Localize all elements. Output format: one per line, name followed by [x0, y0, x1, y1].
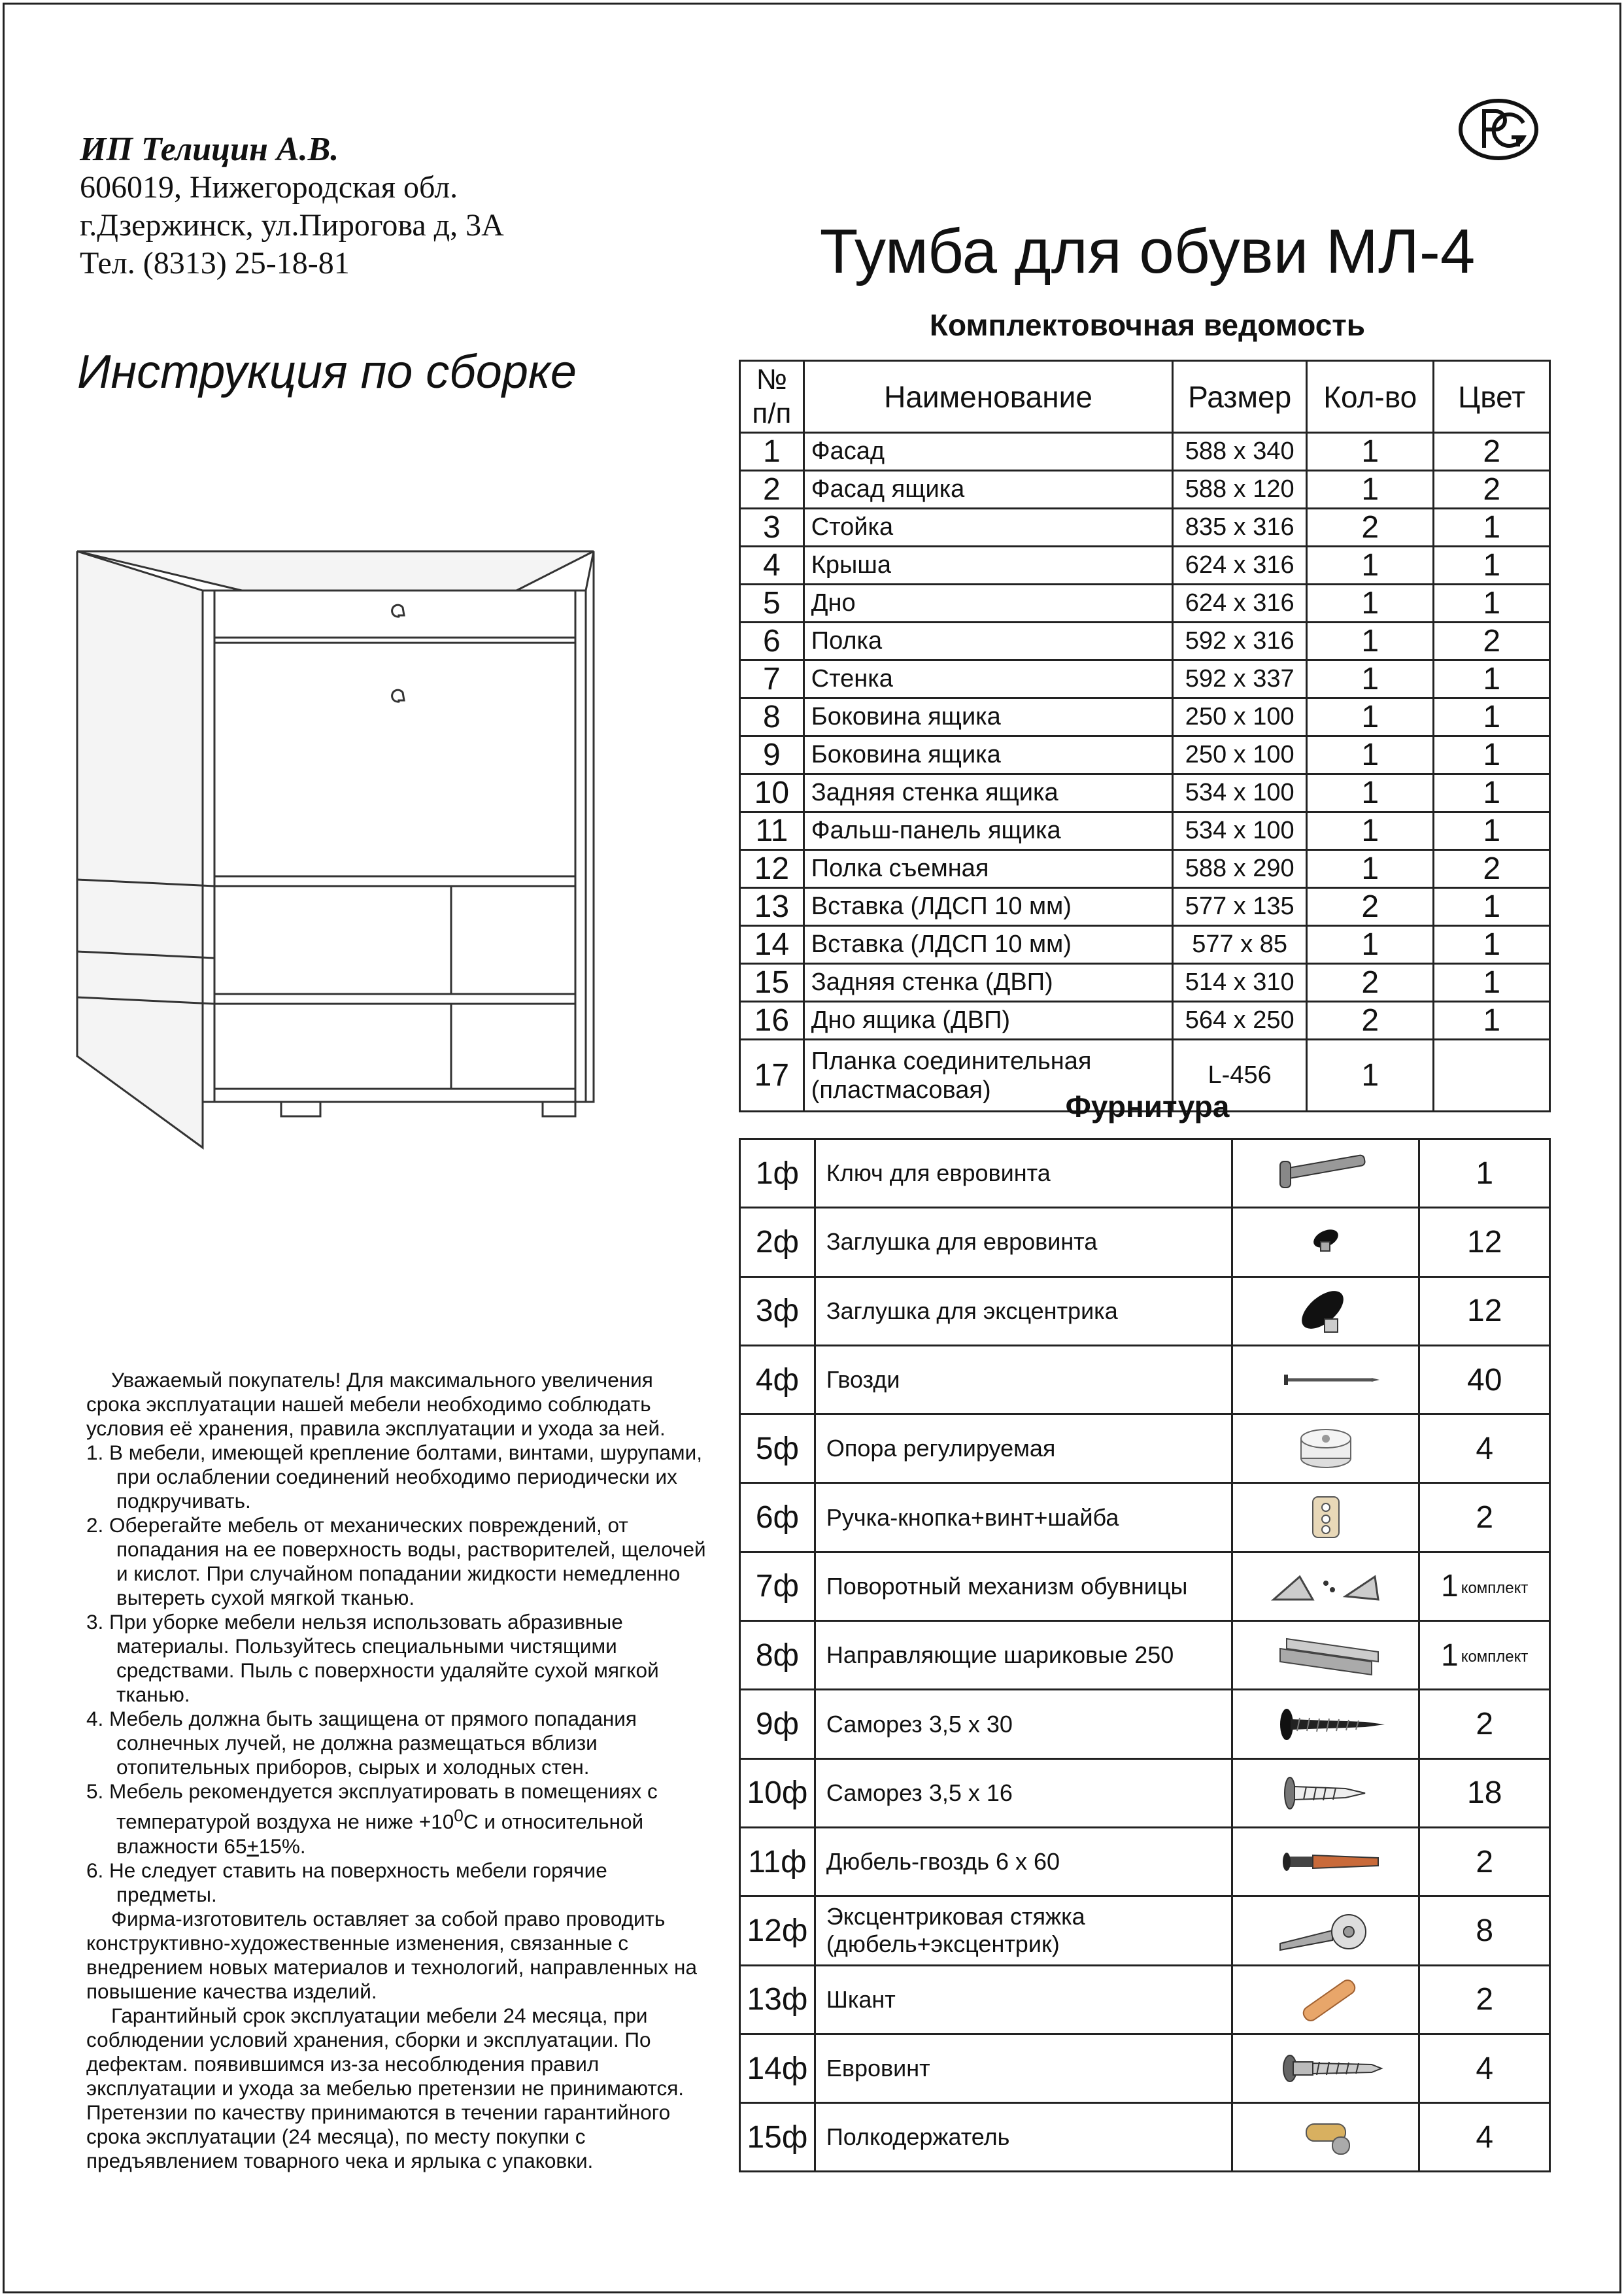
- hardware-qty: 8: [1419, 1896, 1550, 1965]
- hardware-code: 6ф: [740, 1483, 815, 1552]
- part-num: 16: [740, 1002, 804, 1040]
- hardware-title: Фурнитура: [1065, 1089, 1230, 1123]
- part-size: 588 х 120: [1173, 471, 1307, 509]
- hardware-image: [1232, 1208, 1419, 1277]
- table-row: [740, 2034, 1550, 2102]
- table-row: [740, 1965, 1550, 2034]
- hardware-image: [1232, 1621, 1419, 1690]
- euro-screw-icon: [1260, 2042, 1391, 2095]
- part-color: 1: [1434, 812, 1550, 850]
- table-row: [740, 1002, 1550, 1040]
- instruction-title: Инструкция по сборке: [77, 346, 577, 398]
- part-color: 1: [1434, 1002, 1550, 1040]
- knob-handle-icon: [1260, 1492, 1391, 1544]
- screw-short-icon: [1260, 1767, 1391, 1819]
- part-num: 15: [740, 964, 804, 1002]
- table-row: [740, 660, 1550, 698]
- part-size: 250 х 100: [1173, 698, 1307, 736]
- company-address-line2: г.Дзержинск, ул.Пирогова д, 3А: [80, 208, 504, 243]
- part-qty: 1: [1307, 585, 1434, 623]
- hardware-name: Направляющие шариковые 250: [815, 1621, 1232, 1690]
- hardware-code: 9ф: [740, 1690, 815, 1758]
- certification-mark-icon: [1453, 97, 1544, 162]
- hardware-name: Саморез 3,5 х 16: [815, 1758, 1232, 1827]
- part-name: Крыша: [804, 547, 1173, 585]
- pivot-mechanism-icon: [1260, 1560, 1391, 1613]
- table-row: [740, 1139, 1550, 1208]
- parts-table: [739, 360, 1551, 1112]
- part-num: 10: [740, 774, 804, 812]
- hardware-image: [1232, 1758, 1419, 1827]
- care-item: 3. При уборке мебели нельзя использовать абразивные материалы. Пользуйтесь специальными чистящими средствами. Пыль с поверхности удаляйте сухой мягкой тканью.: [86, 1610, 659, 1706]
- part-size: 588 х 340: [1173, 433, 1307, 471]
- table-row: [740, 1621, 1550, 1690]
- part-num: 12: [740, 850, 804, 888]
- part-qty: 1: [1307, 698, 1434, 736]
- part-color: 2: [1434, 433, 1550, 471]
- part-color: 1: [1434, 660, 1550, 698]
- table-row: [740, 1345, 1550, 1414]
- table-row: [740, 736, 1550, 774]
- part-size: 250 х 100: [1173, 736, 1307, 774]
- hardware-name: Шкант: [815, 1965, 1232, 2034]
- part-qty: 1: [1307, 812, 1434, 850]
- hardware-name: Ключ для евровинта: [815, 1139, 1232, 1208]
- part-name: Фасад ящика: [804, 471, 1173, 509]
- care-item-6: 6. Не следует ставить на поверхность мебели горячие предметы.: [86, 1858, 607, 1906]
- part-size: 835 х 316: [1173, 509, 1307, 547]
- part-num: 4: [740, 547, 804, 585]
- part-num: 2: [740, 471, 804, 509]
- hardware-image: [1232, 1827, 1419, 1896]
- hardware-code: 12ф: [740, 1896, 815, 1965]
- adjustable-foot-icon: [1260, 1422, 1391, 1475]
- part-qty: 1: [1307, 774, 1434, 812]
- header-color: Цвет: [1434, 361, 1550, 433]
- hardware-table: [739, 1138, 1551, 2172]
- hardware-name: Поворотный механизм обувницы: [815, 1552, 1232, 1620]
- hardware-image: [1232, 1139, 1419, 1208]
- part-name: Дно ящика (ДВП): [804, 1002, 1173, 1040]
- hardware-qty: 2: [1419, 1827, 1550, 1896]
- hardware-image: [1232, 1414, 1419, 1483]
- part-qty: 2: [1307, 888, 1434, 926]
- table-row: [740, 585, 1550, 623]
- large-cap-icon: [1260, 1285, 1391, 1337]
- care-item: 4. Мебель должна быть защищена от прямого попадания солнечных лучей, не должна размещаться вблизи отопительных приборов, сырых и холодных стен.: [86, 1707, 637, 1779]
- part-name: Дно: [804, 585, 1173, 623]
- hardware-code: 1ф: [740, 1139, 815, 1208]
- hardware-name: Гвозди: [815, 1345, 1232, 1414]
- part-color: 1: [1434, 964, 1550, 1002]
- part-size: 564 х 250: [1173, 1002, 1307, 1040]
- header-num: № п/п: [740, 361, 804, 433]
- part-name: Фасад: [804, 433, 1173, 471]
- header-size: Размер: [1173, 361, 1307, 433]
- cam-lock-icon: [1260, 1904, 1391, 1957]
- product-title: Тумба для обуви МЛ-4: [819, 216, 1476, 286]
- part-qty: 2: [1307, 509, 1434, 547]
- care-instructions: [86, 1368, 707, 2173]
- part-qty: 1: [1307, 433, 1434, 471]
- part-num: 8: [740, 698, 804, 736]
- care-item: 1. В мебели, имеющей крепление болтами, винтами, шурупами, при ослаблении соединений необходимо периодически их подкручивать.: [86, 1441, 702, 1513]
- part-num: 17: [740, 1040, 804, 1112]
- part-num: 14: [740, 926, 804, 964]
- hardware-qty: 4: [1419, 2034, 1550, 2102]
- part-color: 1: [1434, 774, 1550, 812]
- hardware-qty: 2: [1419, 1690, 1550, 1758]
- nail-icon: [1260, 1354, 1391, 1406]
- hardware-name: Дюбель-гвоздь 6 х 60: [815, 1827, 1232, 1896]
- hardware-name: Заглушка для эксцентрика: [815, 1277, 1232, 1345]
- part-name: Стойка: [804, 509, 1173, 547]
- part-qty: 1: [1307, 1040, 1434, 1112]
- hardware-code: 5ф: [740, 1414, 815, 1483]
- hardware-qty: 2: [1419, 1483, 1550, 1552]
- part-size: 577 х 135: [1173, 888, 1307, 926]
- part-size: 592 х 316: [1173, 623, 1307, 660]
- table-row: [740, 1208, 1550, 1277]
- table-row: [740, 1414, 1550, 1483]
- hardware-image: [1232, 1483, 1419, 1552]
- part-size: 624 х 316: [1173, 585, 1307, 623]
- part-name: Задняя стенка ящика: [804, 774, 1173, 812]
- hardware-image: [1232, 1690, 1419, 1758]
- hardware-name: Евровинт: [815, 2034, 1232, 2102]
- part-name: Вставка (ЛДСП 10 мм): [804, 888, 1173, 926]
- part-name: Полка: [804, 623, 1173, 660]
- part-color: 2: [1434, 471, 1550, 509]
- part-qty: 2: [1307, 1002, 1434, 1040]
- hardware-image: [1232, 2034, 1419, 2102]
- hardware-code: 14ф: [740, 2034, 815, 2102]
- part-qty: 1: [1307, 623, 1434, 660]
- table-row: [740, 698, 1550, 736]
- part-size: 588 х 290: [1173, 850, 1307, 888]
- table-row: [740, 1277, 1550, 1345]
- table-row: [740, 850, 1550, 888]
- part-name: Задняя стенка (ДВП): [804, 964, 1173, 1002]
- part-num: 7: [740, 660, 804, 698]
- part-size: 624 х 316: [1173, 547, 1307, 585]
- table-row: [740, 926, 1550, 964]
- part-color: 2: [1434, 623, 1550, 660]
- part-name: Боковина ящика: [804, 736, 1173, 774]
- cabinet-drawing: [72, 540, 601, 1171]
- header-name: Наименование: [804, 361, 1173, 433]
- hardware-code: 10ф: [740, 1758, 815, 1827]
- table-row: [740, 888, 1550, 926]
- care-intro: Уважаемый покупатель! Для максимального увеличения срока эксплуатации нашей мебели необходимо соблюдать условия её хранения, правила эксплуатации и ухода за ней.: [86, 1368, 666, 1440]
- table-row: [740, 1827, 1550, 1896]
- table-row: [740, 1690, 1550, 1758]
- parts-table-header: [740, 361, 1550, 433]
- wood-dowel-icon: [1260, 1974, 1391, 2026]
- hardware-unit: комплект: [1461, 1648, 1529, 1666]
- company-name: ИП Телицин А.В.: [80, 131, 339, 168]
- hardware-code: 3ф: [740, 1277, 815, 1345]
- part-color: 1: [1434, 888, 1550, 926]
- hardware-qty: 12: [1419, 1208, 1550, 1277]
- table-row: [740, 812, 1550, 850]
- part-size: 534 х 100: [1173, 812, 1307, 850]
- hardware-image: [1232, 1277, 1419, 1345]
- hardware-name: Саморез 3,5 х 30: [815, 1690, 1232, 1758]
- part-name: Полка съемная: [804, 850, 1173, 888]
- care-item-5: 5. Мебель рекомендуется эксплуатировать в помещениях с температурой воздуха не ниже $+10^0С$ и относительной влажности 65+15%.: [86, 1779, 658, 1858]
- hardware-code: 7ф: [740, 1552, 815, 1620]
- table-row: [740, 1896, 1550, 1965]
- part-color: 1: [1434, 585, 1550, 623]
- hardware-code: 2ф: [740, 1208, 815, 1277]
- screw-long-icon: [1260, 1698, 1391, 1751]
- hardware-name: Заглушка для евровинта: [815, 1208, 1232, 1277]
- table-row: [740, 1483, 1550, 1552]
- hardware-image: [1232, 1552, 1419, 1620]
- small-cap-icon: [1260, 1216, 1391, 1268]
- part-num: 13: [740, 888, 804, 926]
- hardware-qty: 4: [1419, 1414, 1550, 1483]
- part-size: 534 х 100: [1173, 774, 1307, 812]
- part-name: Планка соединительная (пластмасовая): [804, 1040, 1173, 1112]
- hardware-code: 4ф: [740, 1345, 815, 1414]
- hardware-qty: 40: [1419, 1345, 1550, 1414]
- table-row: [740, 547, 1550, 585]
- hardware-qty: 1: [1419, 1139, 1550, 1208]
- hardware-qty: 12: [1419, 1277, 1550, 1345]
- part-qty: 1: [1307, 547, 1434, 585]
- hardware-unit: комплект: [1461, 1579, 1529, 1597]
- part-color: 2: [1434, 850, 1550, 888]
- part-num: 6: [740, 623, 804, 660]
- part-name: Фальш-панель ящика: [804, 812, 1173, 850]
- part-qty: 1: [1307, 850, 1434, 888]
- hex-key-icon: [1260, 1147, 1391, 1199]
- table-row: [740, 509, 1550, 547]
- part-qty: 2: [1307, 964, 1434, 1002]
- part-num: 5: [740, 585, 804, 623]
- part-color: 1: [1434, 509, 1550, 547]
- parts-list-title: Комплектовочная ведомость: [929, 308, 1366, 342]
- part-size: 592 х 337: [1173, 660, 1307, 698]
- hardware-name: Полкодержатель: [815, 2103, 1232, 2172]
- part-size: L-456: [1173, 1040, 1307, 1112]
- part-size: 577 х 85: [1173, 926, 1307, 964]
- hardware-name: Эксцентриковая стяжка (дюбель+эксцентрик): [815, 1896, 1232, 1965]
- part-qty: 1: [1307, 736, 1434, 774]
- hardware-qty: 4: [1419, 2103, 1550, 2172]
- part-color: 1: [1434, 547, 1550, 585]
- hardware-qty: 1 комплект: [1419, 1552, 1550, 1620]
- manufacturer-note: Фирма-изготовитель оставляет за собой право проводить конструктивно-художественные изменения, связанные с внедрением новых материалов и технологий, направленных на повышение качества изделий.: [86, 1906, 697, 2003]
- part-name: Стенка: [804, 660, 1173, 698]
- part-qty: 1: [1307, 471, 1434, 509]
- warranty-note: Гарантийный срок эксплуатации мебели 24 месяца, при соблюдении условий хранения, сборки и эксплуатации. По дефектам. появившимся из-за несоблюдения правил эксплуатации и ухода за мебелью претензии не принимаются. Претензии по качеству принимаются в течении гарантийного срока эксплуатации (24 месяца), по месту покупки с предъявлением товарного чека и ярлыка с упаковки.: [86, 2003, 685, 2172]
- part-name: Боковина ящика: [804, 698, 1173, 736]
- part-num: 9: [740, 736, 804, 774]
- table-row: [740, 1552, 1550, 1620]
- dowel-nail-icon: [1260, 1836, 1391, 1888]
- table-row: [740, 623, 1550, 660]
- hardware-qty: 18: [1419, 1758, 1550, 1827]
- part-color: 1: [1434, 926, 1550, 964]
- company-phone: Тел. (8313) 25-18-81: [80, 246, 350, 281]
- table-row: [740, 433, 1550, 471]
- part-num: 11: [740, 812, 804, 850]
- care-item: 2. Оберегайте мебель от механических повреждений, от попадания на ее поверхность воды, растворителей, щелочей и кислот. При случайном попадании жидкости немедленно вытереть сухой мягкой тканью.: [86, 1513, 706, 1609]
- hardware-image: [1232, 1345, 1419, 1414]
- part-qty: 1: [1307, 926, 1434, 964]
- hardware-qty: 2: [1419, 1965, 1550, 2034]
- shelf-support-icon: [1260, 2111, 1391, 2163]
- part-num: 3: [740, 509, 804, 547]
- ball-slide-icon: [1260, 1629, 1391, 1681]
- table-row: [740, 1758, 1550, 1827]
- hardware-image: [1232, 1965, 1419, 2034]
- hardware-code: 13ф: [740, 1965, 815, 2034]
- company-info: [80, 131, 504, 283]
- table-row: [740, 774, 1550, 812]
- table-row: [740, 2103, 1550, 2172]
- hardware-image: [1232, 2103, 1419, 2172]
- part-name: Вставка (ЛДСП 10 мм): [804, 926, 1173, 964]
- part-color: 1: [1434, 736, 1550, 774]
- header-qty: Кол-во: [1307, 361, 1434, 433]
- table-row: [740, 471, 1550, 509]
- hardware-image: [1232, 1896, 1419, 1965]
- hardware-code: 8ф: [740, 1621, 815, 1690]
- company-address-line1: 606019, Нижегородская обл.: [80, 170, 458, 205]
- hardware-code: 15ф: [740, 2103, 815, 2172]
- table-row: [740, 964, 1550, 1002]
- hardware-qty: 1 комплект: [1419, 1621, 1550, 1690]
- hardware-name: Опора регулируемая: [815, 1414, 1232, 1483]
- part-color: 1: [1434, 698, 1550, 736]
- hardware-code: 11ф: [740, 1827, 815, 1896]
- part-num: 1: [740, 433, 804, 471]
- part-qty: 1: [1307, 660, 1434, 698]
- part-size: 514 х 310: [1173, 964, 1307, 1002]
- hardware-name: Ручка-кнопка+винт+шайба: [815, 1483, 1232, 1552]
